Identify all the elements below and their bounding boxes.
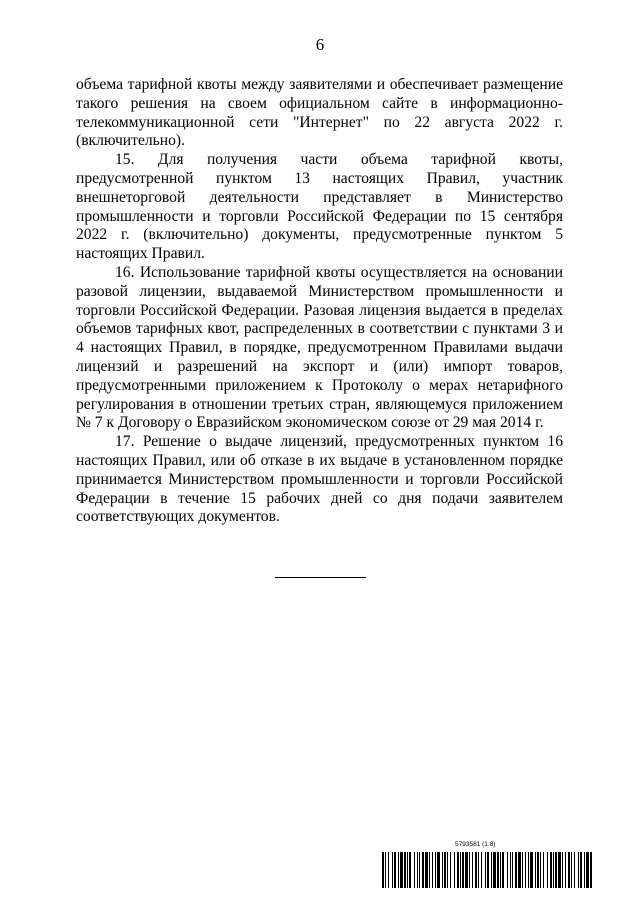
barcode-bar (437, 852, 440, 888)
barcode-bar (460, 852, 461, 888)
barcode-bar (553, 852, 554, 888)
barcode-bar (537, 852, 539, 888)
barcode-bar (512, 852, 513, 888)
barcode-bar (590, 852, 592, 888)
paragraph-16: 16. Использование тарифной квоты осуществляется на основании разовой лицензии, выдаваемой Министерством промышленности и торговли Российской Федерации. Разовая лицензия выдается в пределах объемов тарифных квот, распределенных в соответствии с пунктами 3 и 4 настоящих Правил, в порядке, предусмотренном Правилами выдачи лицензий и разрешений на экспорт и (или) импорт товаров, предусмотренными приложением к Протоколу о мерах нетарифного регулирования в отношении третьих стран, являющемуся приложением № 7 к Договору о Евразийском экономическом союзе от 29 мая 2014 г. (76, 263, 563, 432)
barcode-bar (447, 852, 448, 888)
barcode-bar (392, 852, 393, 888)
barcode-bar (475, 852, 477, 888)
barcode-bar (407, 852, 408, 888)
barcode-bar (462, 852, 464, 888)
barcode-bar (555, 852, 557, 888)
barcode-bar (568, 852, 570, 888)
barcode-bar (500, 852, 501, 888)
barcode-bar (507, 852, 508, 888)
barcode-bar (414, 852, 415, 888)
paragraph-15: 15. Для получения части объема тарифной квоты, предусмотренной пунктом 13 настоящих Правил, участник внешнеторговой деятельности представляет в Министерство промышленности и торговли Российской Федерации по 15 сентября 2022 г. (включительно) документы, предусмотренные пунктом 5 настоящих Правил. (76, 151, 563, 263)
barcode-bar (432, 852, 433, 888)
barcode-bar (547, 852, 548, 888)
barcode-bar (457, 852, 459, 888)
barcode-bar (442, 852, 443, 888)
barcode-bar (518, 852, 521, 888)
barcode-bar (493, 852, 496, 888)
barcode-bar (574, 852, 575, 888)
paragraph-continuation: объема тарифной квоты между заявителями и обеспечивает размещение такого решения на своем официальном сайте в информационно-телекоммуникационной сети "Интернет" по 22 августа 2022 г. (включительно). (76, 76, 563, 150)
document-body (76, 76, 563, 527)
barcode-bar (454, 852, 455, 888)
barcode-bar (382, 852, 384, 888)
barcode-icon (381, 852, 593, 888)
barcode-bar (450, 852, 451, 888)
barcode-bar (491, 852, 492, 888)
barcode-bar (419, 852, 420, 888)
end-separator-line (275, 577, 366, 578)
barcode-bar (565, 852, 566, 888)
barcode-bar (580, 852, 582, 888)
barcode-bar (543, 852, 544, 888)
barcode-bar (562, 852, 563, 888)
page-number: 6 (315, 35, 325, 54)
barcode-bar (558, 852, 561, 888)
barcode-bar (425, 852, 428, 888)
barcode-bar (481, 852, 482, 888)
barcode-bar (528, 852, 529, 888)
barcode-bar (502, 852, 504, 888)
barcode-bar (404, 852, 406, 888)
barcode-bar (586, 852, 589, 888)
barcode-bar (525, 852, 526, 888)
barcode-bar (540, 852, 541, 888)
barcode-bar (429, 852, 430, 888)
barcode-bar (522, 852, 523, 888)
barcode-bar (444, 852, 446, 888)
barcode-bar (469, 852, 470, 888)
barcode-bar (385, 852, 386, 888)
barcode-bar (515, 852, 517, 888)
barcode-bar (388, 852, 389, 888)
barcode-bar (417, 852, 418, 888)
barcode-bar (497, 852, 499, 888)
barcode-bar (465, 852, 468, 888)
barcode-bar (535, 852, 536, 888)
barcode-bar (409, 852, 411, 888)
barcode-bar (478, 852, 479, 888)
barcode-bar (400, 852, 403, 888)
paragraph-17: 17. Решение о выдаче лицензий, предусмотренных пунктом 16 настоящих Правил, или об отказе в их выдаче в установленном порядке принимается Министерством промышленности и торговли Российской Федерации в течение 15 рабочих дней со дня подачи заявителем соответствующих документов. (76, 433, 563, 526)
barcode-label: 5793581 (1.8) (455, 841, 496, 848)
barcode-bar (422, 852, 424, 888)
barcode-bar (394, 852, 396, 888)
barcode-bar (510, 852, 511, 888)
barcode-bar (398, 852, 399, 888)
barcode-bar (487, 852, 489, 888)
barcode-bar (530, 852, 533, 888)
barcode-bar (584, 852, 585, 888)
barcode-bar (578, 852, 579, 888)
document-barcode (381, 841, 593, 889)
barcode-bar (435, 852, 436, 888)
barcode-bar (485, 852, 486, 888)
barcode-bar (472, 852, 473, 888)
barcode-bar (550, 852, 552, 888)
barcode-bar (571, 852, 572, 888)
